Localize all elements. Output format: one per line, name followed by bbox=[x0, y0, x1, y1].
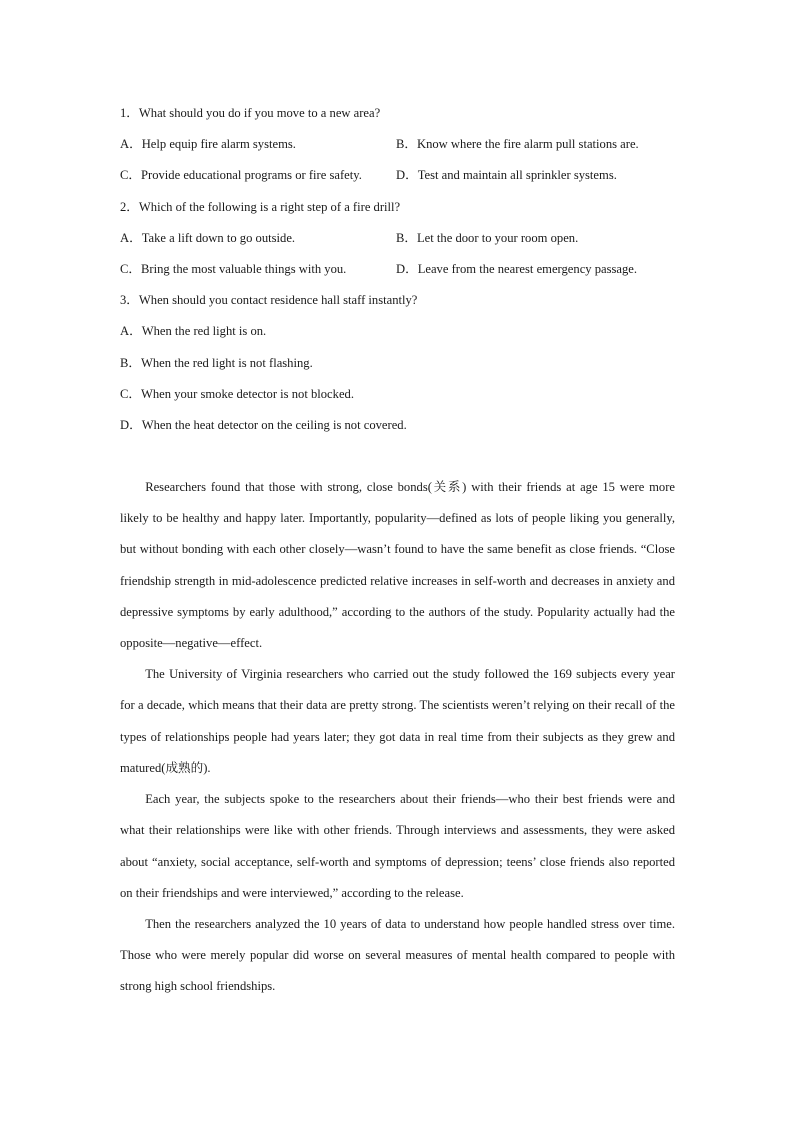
passage-paragraph-2: The University of Virginia researchers who carried out the study followed the 169 subjects every year for a decade, which means that their data are pretty strong. The scientists weren’t relying on their recall of the types of relationships people had years later; they got data in real time from their subjects as they grew and matured(成熟的). bbox=[120, 667, 675, 775]
question-stem: 1．What should you do if you move to a new area? bbox=[120, 106, 381, 120]
option-b: B．When the red light is not flashing. bbox=[120, 355, 313, 370]
option-c: C．Bring the most valuable things with you. bbox=[120, 261, 347, 276]
option-c: C．When your smoke detector is not blocked. bbox=[120, 386, 354, 401]
passage-paragraph-1: Researchers found that those with strong, close bonds(关系) with their friends at age 15 were more likely to be healthy and happy later. Importantly, popularity—defined as lots of people liking you generally, but without bonding with each other closely—wasn’t found to have the same benefit as close friends. “Close friendship strength in mid-adolescence predicted relative increases in self-worth and decreases in anxiety and depressive symptoms by early adulthood,” according to the authors of the study. Popularity actually had the opposite—negative—effect. bbox=[120, 480, 675, 651]
passage-paragraph-3: Each year, the subjects spoke to the researchers about their friends—who their best friends were and what their relationships were like with other friends. Through interviews and assessments, they were asked about “anxiety, social acceptance, self-worth and symptoms of depression; teens’ close friends also reported on their friendships and were interviewed,” according to the release. bbox=[120, 792, 675, 900]
option-a: A．Take a lift down to go outside. bbox=[120, 230, 296, 245]
option-row bbox=[120, 129, 675, 160]
option-b: B．Let the door to your room open. bbox=[396, 230, 579, 245]
option-row bbox=[120, 223, 675, 254]
question-2 bbox=[120, 192, 675, 286]
option-d: D．Test and maintain all sprinkler systems. bbox=[396, 168, 617, 183]
question-stem: 2．Which of the following is a right step of a fire drill? bbox=[120, 199, 401, 214]
document-content bbox=[120, 98, 675, 1003]
question-stem: 3．When should you contact residence hall staff instantly? bbox=[120, 293, 418, 308]
option-d: D．When the heat detector on the ceiling is not covered. bbox=[120, 417, 407, 432]
option-a: A．When the red light is on. bbox=[120, 324, 267, 339]
question-3 bbox=[120, 285, 675, 441]
question-1 bbox=[120, 98, 675, 192]
option-d: D．Leave from the nearest emergency passage. bbox=[396, 261, 638, 276]
option-a: A．Help equip fire alarm systems. bbox=[120, 137, 296, 152]
option-row bbox=[120, 254, 675, 285]
passage-paragraph-4: Then the researchers analyzed the 10 years of data to understand how people handled stress over time. Those who were merely popular did worse on several measures of mental health compared to people with strong high school friendships. bbox=[120, 916, 675, 994]
option-c: C．Provide educational programs or fire safety. bbox=[120, 168, 362, 183]
reading-passage bbox=[120, 472, 675, 1002]
option-row bbox=[120, 160, 675, 191]
option-b: B．Know where the fire alarm pull stations are. bbox=[396, 137, 639, 152]
